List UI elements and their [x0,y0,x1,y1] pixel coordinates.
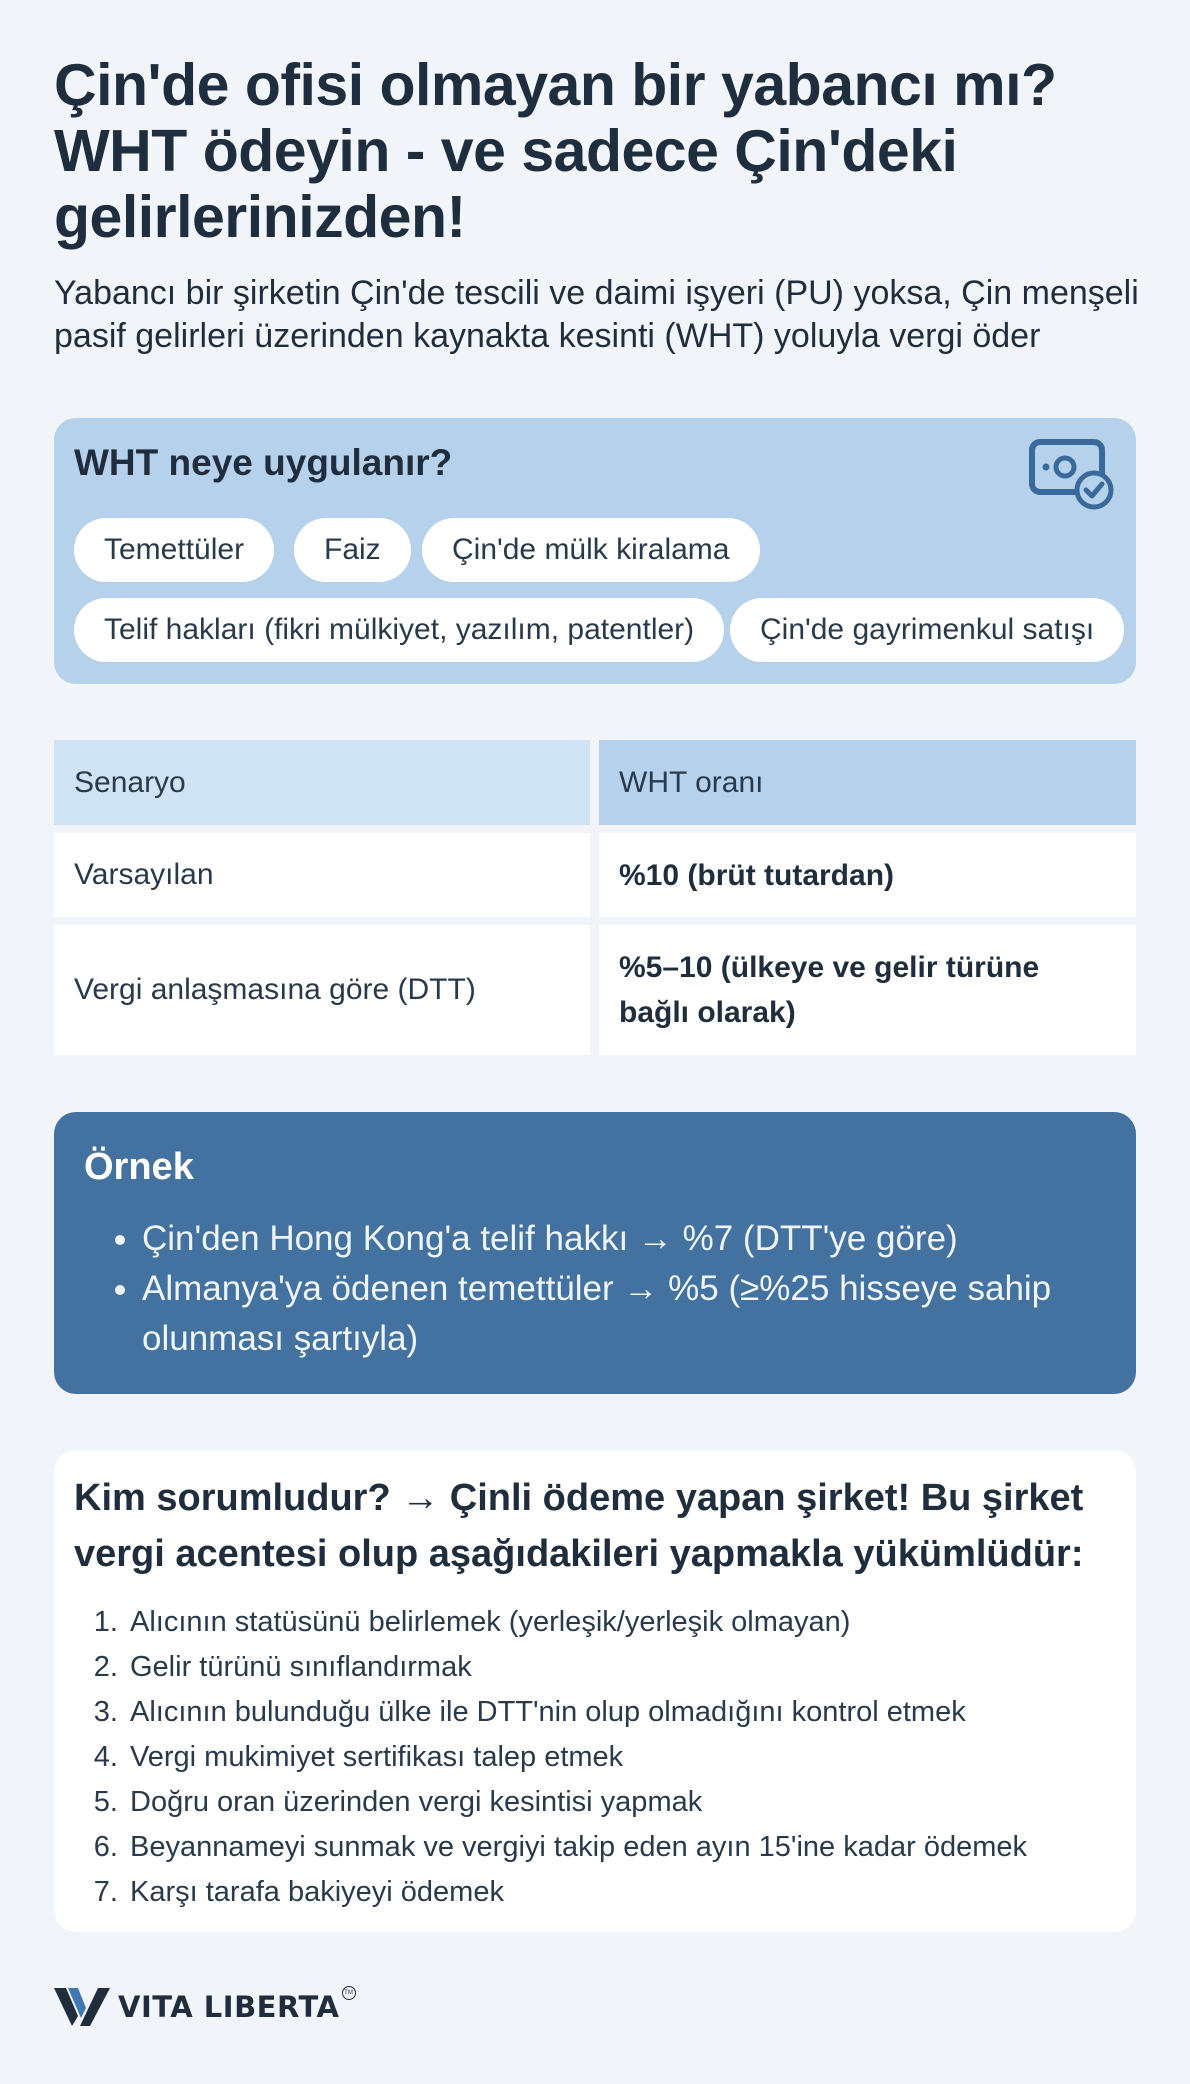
table-cell-scenario: Vergi anlaşmasına göre (DTT) [54,925,590,1055]
step-item: 6. Beyannameyi sunmak ve vergiyi takip eden ayın 15'ine kadar ödemek [126,1825,1027,1870]
wht-item-pill: Telif hakları (fikri mülkiyet, yazılım, patentler) [74,598,724,662]
wht-item-pill: Çin'de gayrimenkul satışı [730,598,1124,662]
subtitle-line: pasif gelirleri üzerinden kaynakta kesinti (WHT) yoluyla vergi öder [54,317,1041,355]
example-item: • Çin'den Hong Kong'a telif hakkı → %7 (DTT'ye göre) [142,1214,1122,1264]
wht-item-pill: Temettüler [74,518,274,582]
brand-name: VITA LIBERTA [118,1990,340,2024]
step-item: 7. Karşı tarafa bakiyeyi ödemek [126,1870,1027,1915]
responsibility-card [54,1450,1136,1932]
step-item: 4. Vergi mukimiyet sertifikası talep etmek [126,1735,1027,1780]
wht-item-pill: Faiz [294,518,411,582]
responsibility-title [74,1470,1114,1582]
page-subtitle [54,272,1144,358]
wht-item-pill: Çin'de mülk kiralama [422,518,760,582]
page-title [54,52,1136,250]
wht-applies-title: WHT neye uygulanır? [74,442,453,483]
responsibility-title-line: vergi acentesi olup aşağıdakileri yapmakla yükümlüdür: [74,1533,1084,1575]
step-item: 3. Alıcının bulunduğu ülke ile DTT'nin olup olmadığını kontrol etmek [126,1690,1027,1735]
responsibility-steps [74,1600,1027,1915]
responsibility-title-line: Kim sorumludur? → Çinli ödeme yapan şirket! Bu şirket [74,1477,1084,1519]
table-cell-rate: %5–10 (ülkeye ve gelir türüne bağlı olarak) [599,925,1136,1055]
title-line: WHT ödeyin - ve sadece Çin'deki [54,118,958,184]
example-item: • Almanya'ya ödenen temettüler → %5 (≥%25 hisseye sahip olunması şartıyla) [142,1264,1122,1364]
trademark-mark: TM [342,1986,356,2000]
wht-applies-card [54,418,1136,684]
brand-logo [54,1985,356,2029]
example-title: Örnek [84,1146,194,1188]
vita-liberta-logo-icon [54,1986,110,2028]
title-line: Çin'de ofisi olmayan bir yabancı mı? [54,52,1057,118]
table-cell-scenario: Varsayılan [54,833,590,917]
step-item: 5. Doğru oran üzerinden vergi kesintisi yapmak [126,1780,1027,1825]
table-header-rate: WHT oranı [599,740,1136,825]
example-card [54,1112,1136,1394]
example-list [84,1214,1122,1364]
subtitle-line: Yabancı bir şirketin Çin'de tescili ve daimi işyeri (PU) yoksa, Çin menşeli [54,274,1139,312]
step-item: 1. Alıcının statüsünü belirlemek (yerleşik/yerleşik olmayan) [126,1600,1027,1645]
money-check-icon [1028,436,1114,512]
table-header-scenario: Senaryo [54,740,590,825]
title-line: gelirlerinizden! [54,184,466,250]
table-cell-rate: %10 (brüt tutardan) [599,833,1136,917]
step-item: 2. Gelir türünü sınıflandırmak [126,1645,1027,1690]
